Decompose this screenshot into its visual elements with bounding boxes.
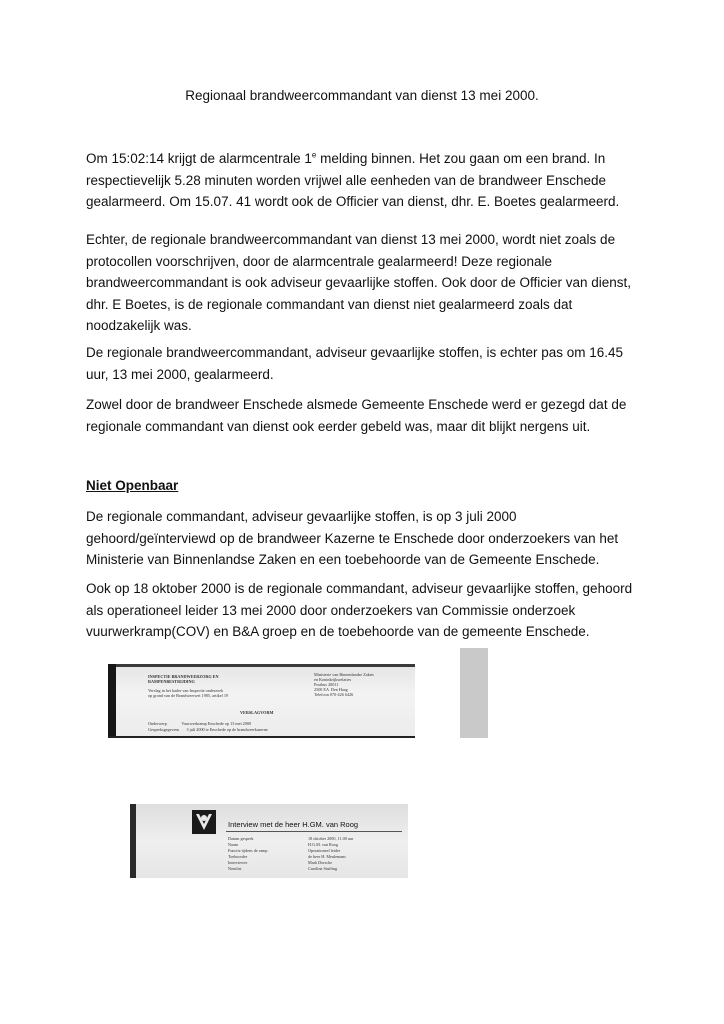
scan1-header-left: INSPECTIE BRANDWEERZORG EN RAMPENBESTRIJDING — [148, 674, 219, 684]
scan2-divider — [226, 831, 402, 832]
document-title: Regionaal brandweercommandant van dienst 13 mei 2000. — [185, 88, 539, 103]
scan2-detail-row: Functie tijdens de ramp Operationeel leider — [228, 848, 341, 853]
paragraph-pas-gealarmeerd: De regionale brandweercommandant, adviseur gevaarlijke stoffen, is echter pas om 16.45 uur, 13 mei 2000, gealarmeerd. — [86, 345, 624, 382]
scanned-document-image-inspectie — [108, 664, 415, 738]
section-heading-niet-openbaar: Niet Openbaar — [86, 478, 179, 493]
scan1-center-heading: VERSLAGVORM — [240, 710, 274, 715]
scan-edge-left — [130, 804, 136, 878]
scan1-sub-left: Verslag in het kader van Inspectie onderzoek op grond van de Brandweerwet 1985, artikel 19 — [148, 688, 229, 698]
paragraph-alarm-melding — [86, 148, 646, 213]
scan1-header-right: Ministerie van Binnenlandse Zaken en Koninkrijksrelaties Postbus 20011 2500 EA Den Haag Telefoon 070-426 6426 — [314, 672, 374, 697]
scan2-interview-details — [228, 836, 388, 872]
paragraph-alarm-text-end: melding binnen. Het zou gaan om een brand. In respectievelijk 5.28 minuten worden vrijwel alle eenheden van de brandweer Enschede gealarmeerd. Om 15.07. 41 wordt ook de Officier van dienst, dhr. E. Boetes gealarmeerd. — [86, 151, 620, 209]
scanned-document-image-interview — [130, 804, 408, 878]
scan2-detail-row: Notulist Caroline Stuffing — [228, 866, 338, 871]
scan2-detail-row: Toehoorder de heer H. Meulemans — [228, 854, 346, 859]
paragraph-interview-3-juli: De regionale commandant, adviseur gevaarlijke stoffen, is op 3 juli 2000 gehoord/geïnterviewd op de brandweer Kazerne te Enschede door onderzoekers van het Ministerie van Binnenlandse Zaken en een toebehoorde van de Gemeente Enschede. — [86, 509, 619, 567]
scan1-row-gesprek: Gespreksgegevens 3 juli 2000 te Enschede op de brandweerkazerne — [148, 727, 268, 732]
paragraph-interview-18-oktober: Ook op 18 oktober 2000 is de regionale commandant, adviseur gevaarlijke stoffen, gehoord als operationeel leider 13 mei 2000 door onderzoekers van Commissie onderzoek vuurwerkramp(COV) en B&A groep en de toebehoorde van de gemeente Enschede. — [86, 581, 633, 639]
scan-edge-top — [108, 664, 415, 667]
paragraph-niet-gealarmeerd: Echter, de regionale brandweercommandant van dienst 13 mei 2000, wordt niet zoals de protocollen voorschrijven, door de alarmcentrale gealarmeerd! Deze regionale brandweercommandant is ook adviseur gevaarlijke stoffen. Ook door de Officier van dienst, dhr. E Boetes, is de regionale commandant van dienst niet gealarmeerd zoals dat noodzakelijk was. — [86, 232, 632, 333]
scan1-row-onderwerp: Onderwerp Vuurwerkramp Enschede op 13 mei 2000 — [148, 721, 252, 726]
paragraph-alarm-text-start: Om 15:02:14 krijgt de alarmcentrale 1 — [86, 151, 312, 166]
paragraph-eerder-gebeld: Zowel door de brandweer Enschede alsmede Gemeente Enschede werd er gezegd dat de regionale commandant van dienst ook eerder gebeld was, maar dit blijkt nergens uit. — [86, 397, 627, 434]
scan-edge-left — [108, 664, 116, 738]
scan2-detail-row: Interviewer Mark Dorsche — [228, 860, 333, 865]
scanned-image-gray-strip — [460, 648, 488, 738]
scan-edge-bottom — [108, 736, 415, 738]
brandweer-logo-icon — [192, 810, 216, 834]
superscript-e: e — [311, 150, 317, 160]
scan2-interview-title: Interview met de heer H.GM. van Roog — [228, 820, 359, 829]
scan2-detail-row: Naam H.G.M. van Roog — [228, 842, 339, 847]
scan2-detail-row: Datum gesprek 18 oktober 2000, 11.00 uur — [228, 836, 354, 841]
